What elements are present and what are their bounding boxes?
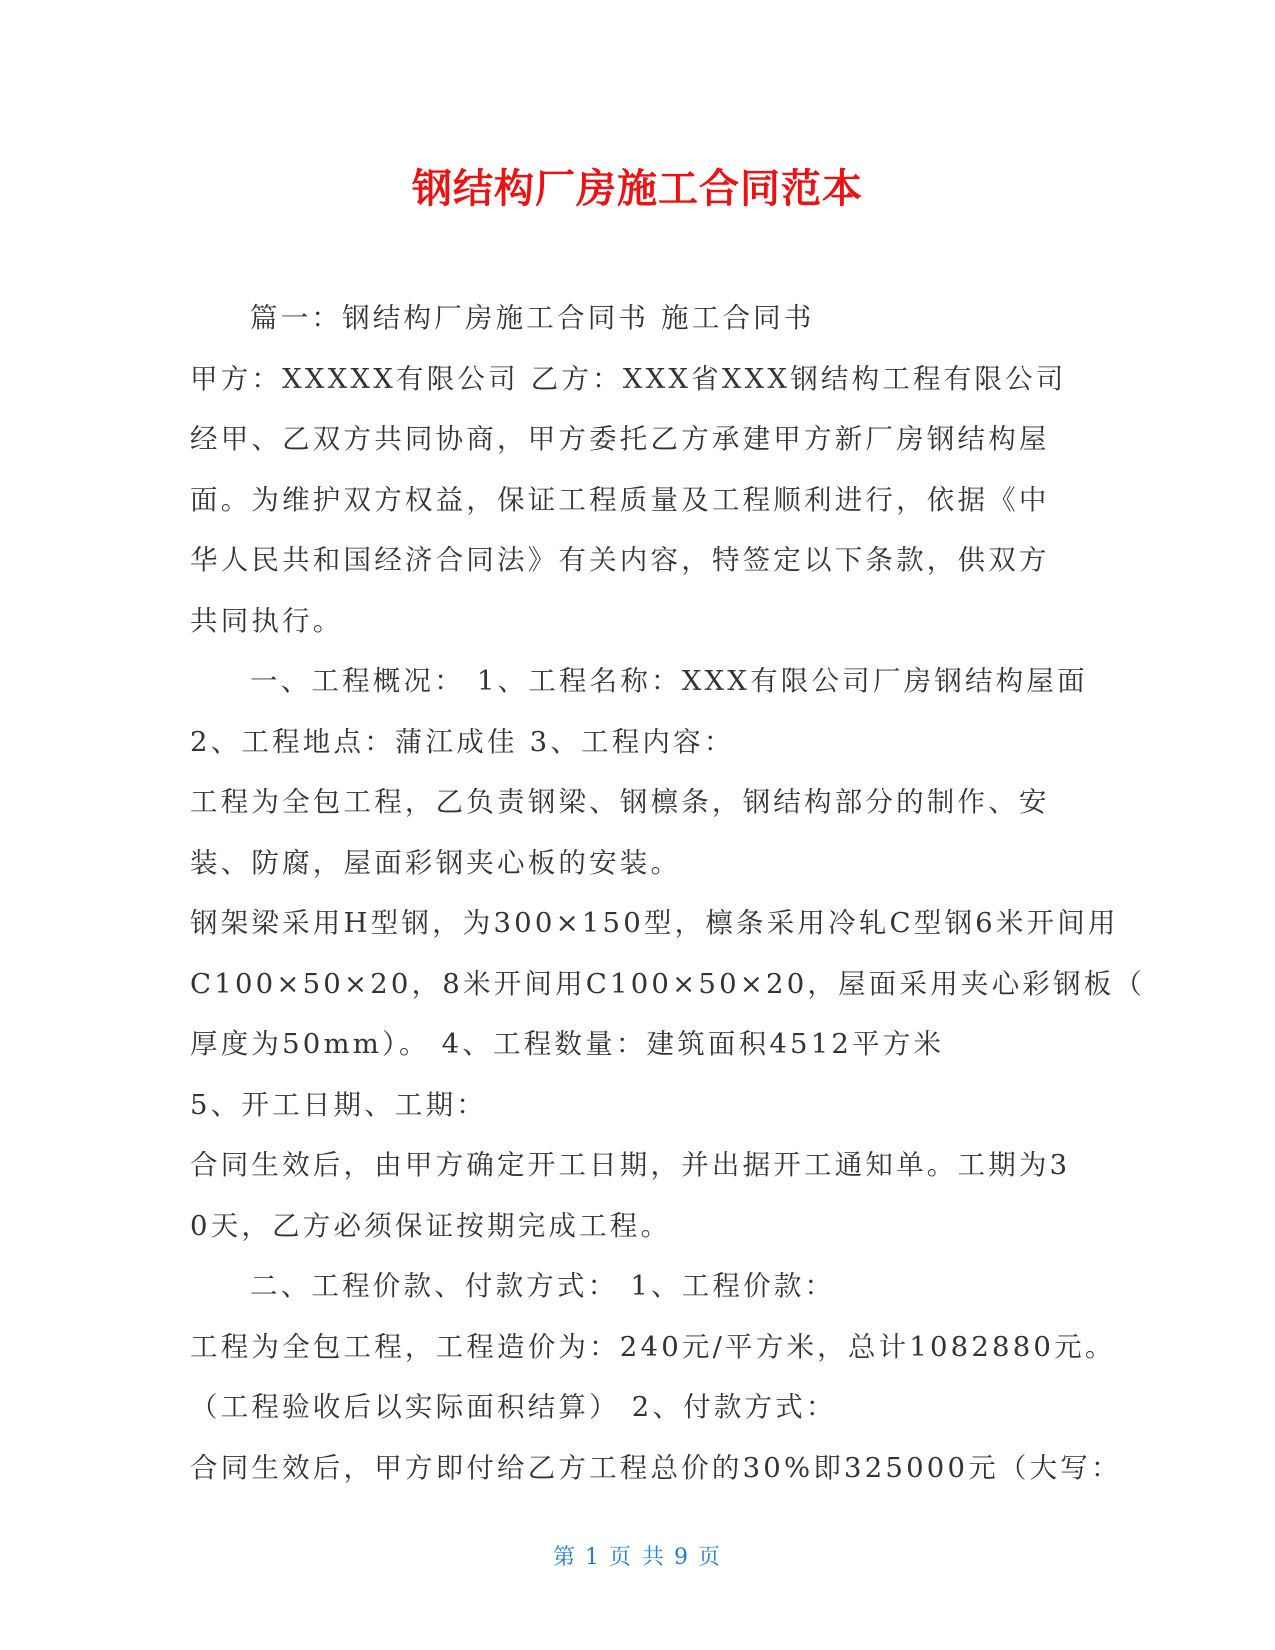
body-line: 面。为维护双方权益，保证工程质量及工程顺利进行，依据《中: [190, 483, 1050, 516]
body-line: 共同执行。: [190, 604, 344, 637]
body-line: 0天，乙方必须保证按期完成工程。: [190, 1209, 672, 1242]
body-line: 甲方：XXXXX有限公司 乙方：XXX省XXX钢结构工程有限公司: [190, 362, 1067, 395]
body-line: 工程为全包工程，工程造价为：240元/平方米，总计1082880元。: [190, 1330, 1116, 1363]
body-line: 篇一：钢结构厂房施工合同书 施工合同书: [250, 302, 815, 334]
page-label-prefix: 第: [552, 1545, 577, 1570]
document-title: 钢结构厂房施工合同范本: [412, 166, 863, 212]
body-line: 厚度为50mm）。 4、工程数量：建筑面积4512平方米: [190, 1028, 945, 1060]
body-line: 钢架梁采用H型钢，为300×150型，檩条采用冷轧C型钢6米开间用: [190, 907, 1119, 939]
body-line: 经甲、乙双方共同协商，甲方委托乙方承建甲方新厂房钢结构屋: [190, 423, 1050, 455]
page-label-suffix: 页: [698, 1545, 723, 1570]
page-number-footer: [0, 1540, 1275, 1571]
body-line: 装、防腐，屋面彩钢夹心板的安装。: [190, 846, 682, 879]
body-line: 5、开工日期、工期：: [190, 1088, 487, 1121]
body-line: 合同生效后，甲方即付给乙方工程总价的30%即325000元（大写：: [190, 1451, 1122, 1484]
body-line: 一、工程概况： 1、工程名称：XXX有限公司厂房钢结构屋面: [250, 665, 1088, 697]
body-line: 二、工程价款、付款方式： 1、工程价款：: [250, 1270, 836, 1302]
current-page-number: 1: [585, 1545, 601, 1570]
body-line: 工程为全包工程，乙负责钢梁、钢檩条，钢结构部分的制作、安: [190, 786, 1050, 818]
body-line: （工程验收后以实际面积结算） 2、付款方式：: [190, 1391, 837, 1423]
body-line: 华人民共和国经济合同法》有关内容，特签定以下条款，供双方: [190, 544, 1050, 576]
document-body: [190, 288, 1146, 1498]
total-pages-number: 9: [674, 1545, 690, 1570]
body-line: C100×50×20，8米开间用C100×50×20，屋面采用夹心彩钢板（: [190, 967, 1146, 1000]
page-label-mid: 页 共: [609, 1545, 666, 1570]
body-line: 2、工程地点：蒲江成佳 3、工程内容：: [190, 725, 735, 758]
body-line: 合同生效后，由甲方确定开工日期，并出据开工通知单。工期为3: [190, 1149, 1071, 1181]
